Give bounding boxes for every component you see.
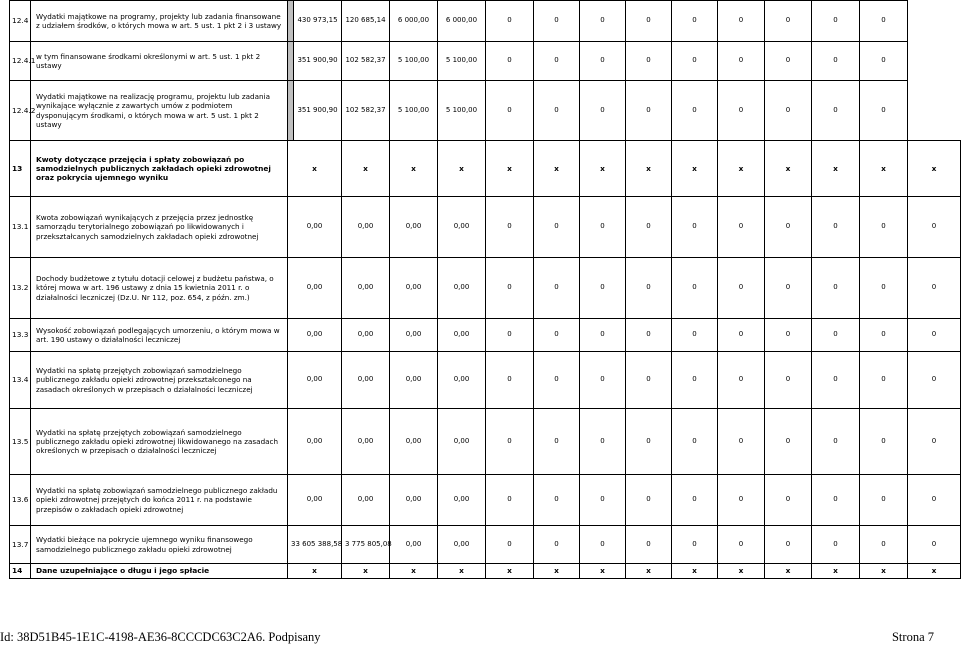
value-cell: 0 [580, 319, 626, 352]
value-cell: x [908, 141, 961, 197]
value-cell: 0,00 [438, 526, 486, 564]
value-cell: 0 [908, 475, 961, 526]
value-cell: 0 [580, 258, 626, 319]
value-cell: 0 [672, 319, 718, 352]
value-cell: 0,00 [438, 475, 486, 526]
table-row [10, 526, 961, 564]
value-cell: 0 [486, 475, 534, 526]
value-cell: x [812, 564, 860, 579]
value-cell: x [486, 141, 534, 197]
value-cell: x [765, 141, 812, 197]
value-cell: 0 [812, 475, 860, 526]
value-cell: 0 [534, 258, 580, 319]
value-cell: 0 [486, 81, 534, 141]
value-cell: 0 [812, 319, 860, 352]
value-cell: 0 [860, 319, 908, 352]
value-cell: 0 [718, 475, 765, 526]
value-cell: 0 [860, 197, 908, 258]
value-cell: 0 [812, 1, 860, 42]
value-cell: 0 [765, 352, 812, 409]
row-number: 13.7 [10, 526, 31, 564]
budget-table [9, 0, 961, 579]
value-cell: 0 [672, 1, 718, 42]
value-cell: 0,00 [288, 409, 342, 475]
value-cell: 0 [486, 1, 534, 42]
value-cell: x [672, 564, 718, 579]
table-row [10, 564, 961, 579]
row-number: 13.2 [10, 258, 31, 319]
value-cell: 0 [626, 409, 672, 475]
row-number: 13 [10, 141, 31, 197]
value-cell: 0 [908, 319, 961, 352]
value-cell: 0 [765, 409, 812, 475]
table-row [10, 409, 961, 475]
value-cell: 0 [860, 42, 908, 81]
value-cell: 0,00 [390, 409, 438, 475]
value-cell: 0,00 [288, 352, 342, 409]
value-cell: 0 [486, 42, 534, 81]
value-cell: 0 [672, 526, 718, 564]
value-cell: 3 775 805,08 [342, 526, 390, 564]
value-cell: x [626, 564, 672, 579]
value-cell: 0 [486, 197, 534, 258]
value-cell: 0 [765, 1, 812, 42]
value-cell: x [438, 564, 486, 579]
value-cell: 0 [580, 475, 626, 526]
value-cell: 0 [718, 42, 765, 81]
value-cell: 0 [580, 197, 626, 258]
value-cell: 0 [486, 319, 534, 352]
value-cell: 0 [812, 258, 860, 319]
value-cell: 0 [672, 42, 718, 81]
value-cell: x [718, 141, 765, 197]
value-cell: x [534, 141, 580, 197]
row-description: Wydatki majątkowe na realizację programu, projektu lub zadania wynikające wyłącznie z zawartych umów z podmiotem dysponującym środkami, o których mowa w art. 5 ust. 1 pkt 2 ustawy [31, 81, 288, 141]
value-cell: 0 [812, 42, 860, 81]
value-cell: 0 [626, 352, 672, 409]
value-cell: 6 000,00 [390, 1, 438, 42]
row-description: Wydatki majątkowe na programy, projekty lub zadania finansowane z udziałem środków, o których mowa w art. 5 ust. 1 pkt 2 i 3 ustawy [31, 1, 288, 42]
value-cell: 0 [534, 197, 580, 258]
row-description: Kwota zobowiązań wynikających z przejęcia przez jednostkę samorządu terytorialnego zobowiązań po likwidowanych i przekształcanych samodzielnych zakładach opieki zdrowotnej [31, 197, 288, 258]
value-cell: 0 [580, 352, 626, 409]
value-cell: 0 [860, 1, 908, 42]
row-number: 13.6 [10, 475, 31, 526]
value-cell: 0 [718, 1, 765, 42]
value-cell: 0 [626, 1, 672, 42]
value-cell: 0,00 [288, 197, 342, 258]
table-row [10, 1, 961, 42]
value-cell: 0,00 [342, 409, 390, 475]
value-cell: 0 [812, 81, 860, 141]
row-number: 14 [10, 564, 31, 579]
table-row [10, 42, 961, 81]
value-cell: 0,00 [288, 319, 342, 352]
value-cell: 0 [812, 352, 860, 409]
value-cell: 0 [908, 409, 961, 475]
row-number: 13.3 [10, 319, 31, 352]
value-cell: 0 [765, 319, 812, 352]
value-cell: 0 [626, 258, 672, 319]
value-cell: 0 [580, 409, 626, 475]
value-cell: 0,00 [438, 319, 486, 352]
value-cell: 0 [860, 526, 908, 564]
value-cell: 0 [908, 197, 961, 258]
value-cell: x [486, 564, 534, 579]
value-cell: 0,00 [438, 197, 486, 258]
table-row [10, 319, 961, 352]
value-cell: x [438, 141, 486, 197]
value-cell: 0 [718, 409, 765, 475]
value-cell: 0 [626, 526, 672, 564]
row-number: 13.5 [10, 409, 31, 475]
value-cell: 0 [672, 81, 718, 141]
value-cell: x [342, 564, 390, 579]
value-cell: 0 [812, 409, 860, 475]
value-cell: 0 [626, 319, 672, 352]
value-cell: x [908, 564, 961, 579]
value-cell: 0 [765, 197, 812, 258]
value-cell: x [580, 564, 626, 579]
value-cell: 0 [534, 409, 580, 475]
value-cell: 33 605 388,58 [288, 526, 342, 564]
value-cell: 6 000,00 [438, 1, 486, 42]
value-cell: 0 [765, 81, 812, 141]
value-cell: 0 [765, 258, 812, 319]
value-cell: x [812, 141, 860, 197]
row-description: Wydatki na spłatę przejętych zobowiązań samodzielnego publicznego zakładu opieki zdrowotnej przekształconego na zasadach określonych w przepisach o działalności leczniczej [31, 352, 288, 409]
value-cell: 0,00 [390, 258, 438, 319]
value-cell: x [288, 141, 342, 197]
value-cell: 0,00 [390, 526, 438, 564]
table-row [10, 141, 961, 197]
value-cell: 0 [626, 197, 672, 258]
table-row [10, 81, 961, 141]
row-description: Wydatki na spłatę przejętych zobowiązań samodzielnego publicznego zakładu opieki zdrowotnej likwidowanego na zasadach określonych w przepisach o działalności leczniczej [31, 409, 288, 475]
value-cell: 0 [580, 42, 626, 81]
value-cell: 0 [580, 1, 626, 42]
value-cell: 0 [908, 526, 961, 564]
value-cell: 0 [860, 81, 908, 141]
value-cell: x [288, 564, 342, 579]
value-cell: 0,00 [390, 319, 438, 352]
value-cell: 0 [486, 409, 534, 475]
value-cell: 0 [534, 319, 580, 352]
value-cell: 0 [626, 81, 672, 141]
value-cell: 0,00 [438, 258, 486, 319]
value-cell: 0 [534, 352, 580, 409]
value-cell: 0,00 [288, 475, 342, 526]
value-cell: 0 [860, 409, 908, 475]
value-cell: 0 [718, 526, 765, 564]
table-row [10, 258, 961, 319]
value-cell: 0,00 [390, 475, 438, 526]
value-cell: 0 [534, 42, 580, 81]
value-cell: x [860, 564, 908, 579]
value-cell: 0 [765, 526, 812, 564]
value-cell: x [860, 141, 908, 197]
row-number: 13.4 [10, 352, 31, 409]
value-cell: 0 [812, 526, 860, 564]
value-cell: 5 100,00 [438, 42, 486, 81]
value-cell: 0 [580, 81, 626, 141]
value-cell: 102 582,37 [342, 81, 390, 141]
row-description: Wydatki bieżące na pokrycie ujemnego wyniku finansowego samodzielnego publicznego zakładu opieki zdrowotnej [31, 526, 288, 564]
value-cell: x [342, 141, 390, 197]
value-cell: 0 [718, 319, 765, 352]
value-cell: 5 100,00 [438, 81, 486, 141]
value-cell: 0 [486, 526, 534, 564]
value-cell: 0 [534, 81, 580, 141]
value-cell: 0 [626, 42, 672, 81]
row-description: Kwoty dotyczące przejęcia i spłaty zobowiązań po samodzielnych publicznych zakładach opieki zdrowotnej oraz pokrycia ujemnego wyniku [31, 141, 288, 197]
value-cell: 0 [908, 258, 961, 319]
row-number: 12.4.2 [10, 81, 31, 141]
value-cell: 0 [672, 475, 718, 526]
table-row [10, 352, 961, 409]
value-cell: 5 100,00 [390, 42, 438, 81]
table-body [10, 1, 961, 579]
row-number: 12.4.1 [10, 42, 31, 81]
value-cell: 0 [580, 526, 626, 564]
row-description: Dochody budżetowe z tytułu dotacji celowej z budżetu państwa, o której mowa w art. 196 ustawy z dnia 15 kwietnia 2011 r. o działalności leczniczej (Dz.U. Nr 112, poz. 654, z późn. zm.) [31, 258, 288, 319]
row-description: Wydatki na spłatę zobowiązań samodzielnego publicznego zakładu opieki zdrowotnej przejętych do końca 2011 r. na podstawie przepisów o zakładach opieki zdrowotnej [31, 475, 288, 526]
value-cell: 102 582,37 [342, 42, 390, 81]
value-cell: 5 100,00 [390, 81, 438, 141]
row-number: 13.1 [10, 197, 31, 258]
value-cell: 0,00 [342, 352, 390, 409]
value-cell: 0 [534, 475, 580, 526]
value-cell: 0 [765, 42, 812, 81]
value-cell: 0,00 [438, 352, 486, 409]
value-cell: x [626, 141, 672, 197]
value-cell: 0 [812, 197, 860, 258]
value-cell: 0 [486, 258, 534, 319]
value-cell: 0,00 [390, 197, 438, 258]
value-cell: 0,00 [342, 475, 390, 526]
value-cell: x [580, 141, 626, 197]
page-number: Strona 7 [891, 630, 934, 644]
value-cell: 0 [860, 258, 908, 319]
value-cell: x [390, 141, 438, 197]
value-cell: 0 [718, 81, 765, 141]
value-cell: 0 [672, 258, 718, 319]
value-cell: 0 [908, 352, 961, 409]
value-cell: 0 [672, 352, 718, 409]
value-cell: 0 [534, 1, 580, 42]
value-cell: 120 685,14 [342, 1, 390, 42]
value-cell: 0 [718, 197, 765, 258]
value-cell: 0,00 [342, 319, 390, 352]
table-row [10, 197, 961, 258]
value-cell: 351 900,90 [294, 42, 342, 81]
value-cell: 0 [860, 352, 908, 409]
value-cell: 0 [672, 409, 718, 475]
value-cell: x [718, 564, 765, 579]
value-cell: 0 [718, 352, 765, 409]
value-cell: 0 [718, 258, 765, 319]
value-cell: 0 [765, 475, 812, 526]
document-id: Id: 38D51B45-1E1C-4198-AE36-8CCCDC63C2A6. Podpisany [0, 630, 321, 644]
value-cell: x [672, 141, 718, 197]
value-cell: 351 900,90 [294, 81, 342, 141]
value-cell: 0,00 [390, 352, 438, 409]
value-cell: 0 [860, 475, 908, 526]
row-number: 12.4 [10, 1, 31, 42]
value-cell: x [534, 564, 580, 579]
value-cell: 0 [626, 475, 672, 526]
value-cell: 0,00 [438, 409, 486, 475]
table-row [10, 475, 961, 526]
value-cell: 0,00 [342, 258, 390, 319]
value-cell: x [390, 564, 438, 579]
value-cell: 0 [534, 526, 580, 564]
value-cell: 0 [672, 197, 718, 258]
value-cell: 0,00 [342, 197, 390, 258]
row-description: Dane uzupełniające o długu i jego spłacie [31, 564, 288, 579]
value-cell: 0,00 [288, 258, 342, 319]
row-description: w tym finansowane środkami określonymi w art. 5 ust. 1 pkt 2 ustawy [31, 42, 288, 81]
value-cell: 430 973,15 [294, 1, 342, 42]
value-cell: 0 [486, 352, 534, 409]
value-cell: x [765, 564, 812, 579]
row-description: Wysokość zobowiązań podlegających umorzeniu, o którym mowa w art. 190 ustawy o działalności leczniczej [31, 319, 288, 352]
